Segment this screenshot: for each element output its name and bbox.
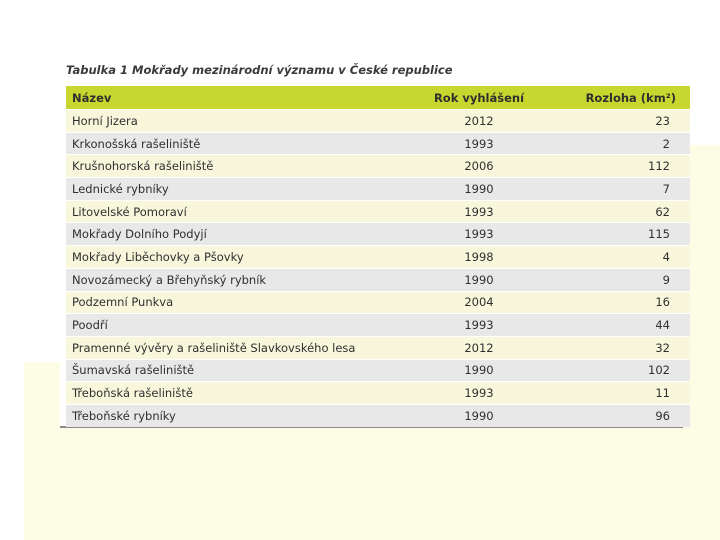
cell-year: 2012	[418, 336, 540, 359]
cell-area: 112	[540, 155, 690, 178]
wetlands-table	[66, 86, 690, 427]
cell-name: Litovelské Pomoraví	[66, 200, 418, 223]
table-row	[66, 178, 690, 201]
cell-year: 1990	[418, 178, 540, 201]
cell-year: 2004	[418, 291, 540, 314]
table-row	[66, 314, 690, 337]
table-row	[66, 155, 690, 178]
cell-area: 9	[540, 268, 690, 291]
cell-name: Pramenné vývěry a rašeliniště Slavkovského lesa	[66, 336, 418, 359]
table-header-row	[66, 86, 690, 110]
table-row	[66, 359, 690, 382]
cell-name: Šumavská rašeliniště	[66, 359, 418, 382]
header-name: Název	[66, 86, 418, 110]
cell-area: 11	[540, 382, 690, 405]
table-row	[66, 291, 690, 314]
cell-year: 1990	[418, 268, 540, 291]
cell-area: 16	[540, 291, 690, 314]
cell-year: 1993	[418, 314, 540, 337]
cell-name: Podzemní Punkva	[66, 291, 418, 314]
cell-area: 115	[540, 223, 690, 246]
cell-area: 7	[540, 178, 690, 201]
table-row	[66, 110, 690, 133]
cell-area: 2	[540, 132, 690, 155]
table-caption	[66, 63, 453, 77]
table-row	[66, 200, 690, 223]
cell-year: 1990	[418, 404, 540, 426]
cell-area: 4	[540, 246, 690, 269]
cell-name: Krušnohorská rašeliniště	[66, 155, 418, 178]
cell-name: Třeboňské rybníky	[66, 404, 418, 426]
table-row	[66, 223, 690, 246]
cell-name: Mokřady Dolního Podyjí	[66, 223, 418, 246]
cell-name: Třeboňská rašeliniště	[66, 382, 418, 405]
cell-year: 1998	[418, 246, 540, 269]
cell-area: 102	[540, 359, 690, 382]
table-row	[66, 336, 690, 359]
table-row	[66, 382, 690, 405]
cell-name: Poodří	[66, 314, 418, 337]
cell-name: Krkonošská rašeliniště	[66, 132, 418, 155]
header-area: Rozloha (km²)	[540, 86, 690, 110]
cell-year: 1993	[418, 132, 540, 155]
table-row	[66, 132, 690, 155]
table-row	[66, 404, 690, 426]
cell-year: 1993	[418, 200, 540, 223]
cell-name: Novozámecký a Břehyňský rybník	[66, 268, 418, 291]
cell-area: 62	[540, 200, 690, 223]
cell-area: 96	[540, 404, 690, 426]
cell-name: Horní Jizera	[66, 110, 418, 133]
cell-year: 1990	[418, 359, 540, 382]
table-row	[66, 268, 690, 291]
cell-year: 2006	[418, 155, 540, 178]
cell-name: Lednické rybníky	[66, 178, 418, 201]
table-caption-lead: Tabulka 1	[66, 63, 129, 77]
cell-year: 1993	[418, 382, 540, 405]
cell-name: Mokřady Liběchovky a Pšovky	[66, 246, 418, 269]
cell-area: 23	[540, 110, 690, 133]
cell-area: 44	[540, 314, 690, 337]
cell-year: 1993	[418, 223, 540, 246]
header-year: Rok vyhlášení	[418, 86, 540, 110]
cell-area: 32	[540, 336, 690, 359]
table-row	[66, 246, 690, 269]
table-figure	[60, 56, 683, 428]
table-caption-text: Mokřady mezinárodní významu v České republice	[132, 63, 453, 77]
cell-year: 2012	[418, 110, 540, 133]
